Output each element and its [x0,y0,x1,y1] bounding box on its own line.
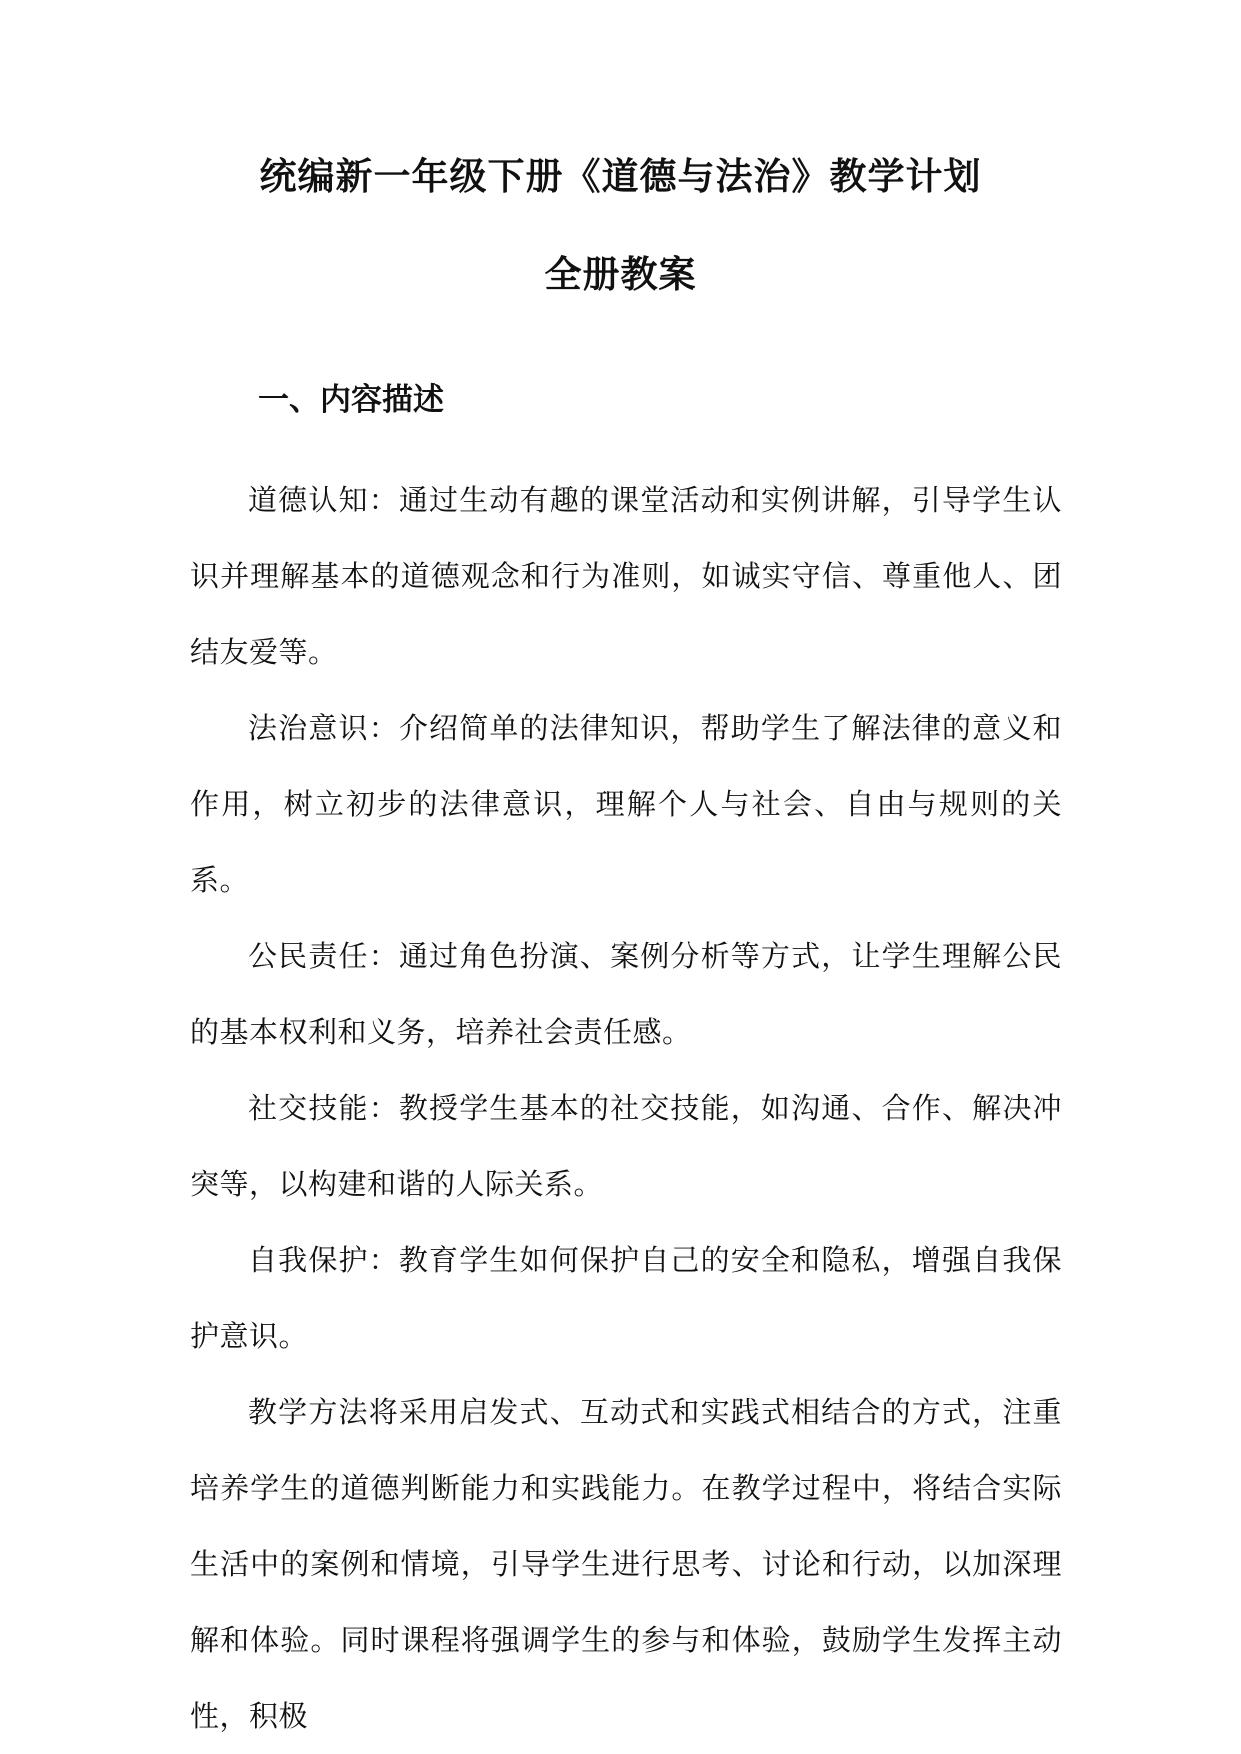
paragraph-self-protection: 自我保护：教育学生如何保护自己的安全和隐私，增强自我保护意识。 [190,1243,1062,1353]
section-heading: 一、内容描述 [258,382,444,418]
document-title: 统编新一年级下册《道德与法治》教学计划 [259,155,982,198]
paragraph-legal-awareness: 法治意识：介绍简单的法律知识，帮助学生了解法律的意义和作用，树立初步的法律意识，理解个人与社会、自由与规则的关系。 [190,711,1062,897]
paragraph-teaching-methods: 教学方法将采用启发式、互动式和实践式相结合的方式，注重培养学生的道德判断能力和实践能力。在教学过程中，将结合实际生活中的案例和情境，引导学生进行思考、讨论和行动，以加深理解和体验。同时课程将强调学生的参与和体验，鼓励学生发挥主动性，积极 [190,1395,1062,1733]
paragraph-civic-responsibility: 公民责任：通过角色扮演、案例分析等方式，让学生理解公民的基本权利和义务，培养社会责任感。 [190,939,1062,1049]
document-subtitle: 全册教案 [544,253,697,296]
paragraph-social-skills: 社交技能：教授学生基本的社交技能，如沟通、合作、解决冲突等，以构建和谐的人际关系。 [190,1091,1062,1201]
paragraph-moral-cognition: 道德认知：通过生动有趣的课堂活动和实例讲解，引导学生认识并理解基本的道德观念和行为准则，如诚实守信、尊重他人、团结友爱等。 [190,483,1062,669]
document-body [190,462,1062,1754]
